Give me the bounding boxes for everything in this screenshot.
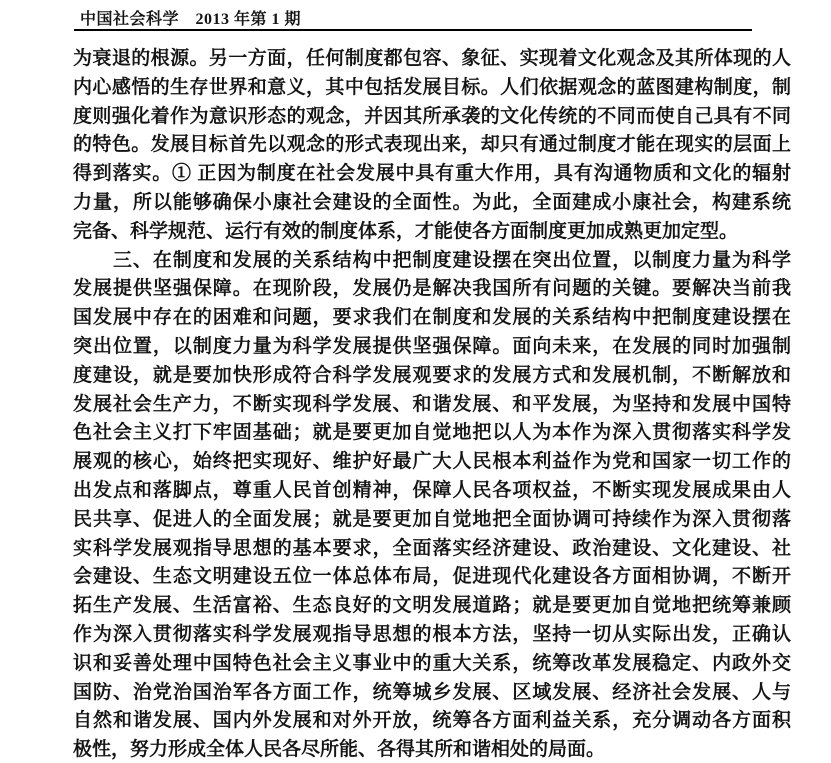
text-line: 国防、治党治国治军各方面工作，统筹城乡发展、区域发展、经济社会发展、人与 xyxy=(73,681,791,703)
article-body xyxy=(73,45,791,763)
text-line: 发展提供坚强保障。在现阶段，发展仍是解决我国所有问题的关键。要解决当前我 xyxy=(73,278,791,300)
text-line: 会建设、生态文明建设五位一体总体布局，促进现代化建设各方面相协调，不断开 xyxy=(73,566,791,588)
text-line: 拓生产发展、生活富裕、生态良好的文明发展道路；就是要更加自觉地把统筹兼顾 xyxy=(73,595,791,617)
text-line: 三、在制度和发展的关系结构中把制度建设摆在突出位置，以制度力量为科学 xyxy=(73,249,791,271)
text-line: 度建设，就是要加快形成符合科学发展观要求的发展方式和发展机制，不断解放和 xyxy=(73,364,791,386)
running-header xyxy=(80,6,301,29)
text-line: 自然和谐发展、国内外发展和对外开放，统筹各方面利益关系，充分调动各方面积 xyxy=(73,710,791,732)
text-line: 识和妥善处理中国特色社会主义事业中的重大关系，统筹改革发展稳定、内政外交 xyxy=(73,652,791,674)
paragraph xyxy=(73,45,791,247)
text-line: 得到落实。① 正因为制度在社会发展中具有重大作用，具有沟通物质和文化的辐射 xyxy=(73,163,791,185)
text-line: 极性，努力形成全体人民各尽所能、各得其所和谐相处的局面。 xyxy=(73,739,606,761)
text-line: 为衰退的根源。另一方面，任何制度都包容、象征、实现着文化观念及其所体现的人 xyxy=(73,48,791,69)
text-line: 国发展中存在的困难和问题，要求我们在制度和发展的关系结构中把制度建设摆在 xyxy=(73,307,791,329)
header-rule xyxy=(74,29,752,31)
journal-title-and-issue: 中国社会科学 2013 年第 1 期 xyxy=(80,11,302,28)
paragraph xyxy=(73,247,791,763)
text-line: 展观的核心，始终把实现好、维护好最广大人民根本利益作为党和国家一切工作的 xyxy=(73,451,791,473)
text-line: 突出位置，以制度力量为科学发展提供坚强保障。面向未来，在发展的同时加强制 xyxy=(73,335,791,357)
text-line: 作为深入贯彻落实科学发展观指导思想的根本方法，坚持一切从实际出发，正确认 xyxy=(73,623,791,645)
text-line: 出发点和落脚点，尊重人民首创精神，保障人民各项权益，不断实现发展成果由人 xyxy=(73,479,791,501)
text-line: 实科学发展观指导思想的基本要求，全面落实经济建设、政治建设、文化建设、社 xyxy=(73,537,791,559)
text-line: 度则强化着作为意识形态的观念，并因其所承袭的文化传统的不同而使自己具有不同 xyxy=(73,105,791,127)
text-line: 完备、科学规范、运行有效的制度体系，才能使各方面制度更加成熟更加定型。 xyxy=(73,220,739,242)
text-line: 的特色。发展目标首先以观念的形式表现出来，却只有通过制度才能在现实的层面上 xyxy=(73,134,791,156)
text-line: 发展社会生产力，不断实现科学发展、和谐发展、和平发展，为坚持和发展中国特 xyxy=(73,393,791,415)
text-line: 内心感悟的生存世界和意义，其中包括发展目标。人们依据观念的蓝图建构制度，制 xyxy=(73,76,791,98)
text-line: 民共享、促进人的全面发展；就是要更加自觉地把全面协调可持续作为深入贯彻落 xyxy=(73,508,791,530)
text-line: 色社会主义打下牢固基础；就是要更加自觉地把以人为本作为深入贯彻落实科学发 xyxy=(73,422,791,444)
text-line: 力量，所以能够确保小康社会建设的全面性。为此，全面建成小康社会，构建系统 xyxy=(73,191,791,213)
